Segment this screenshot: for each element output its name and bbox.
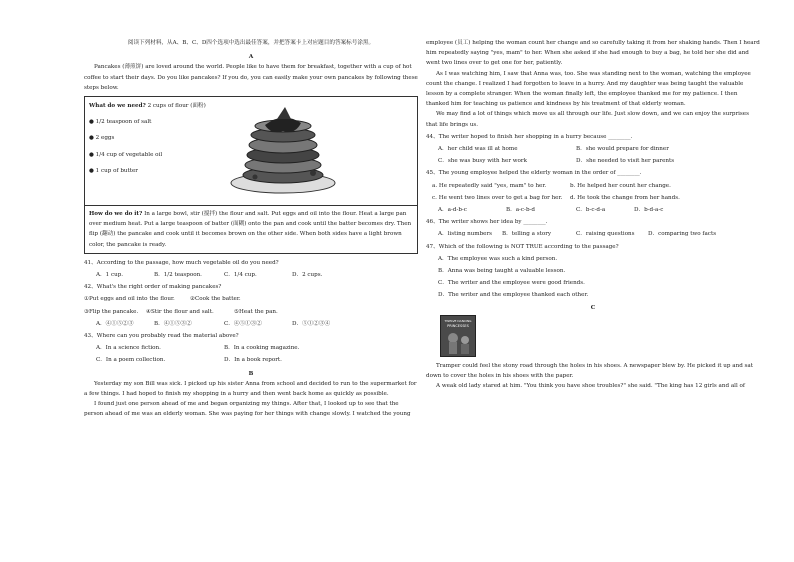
section-b-p2: I found just one person ahead of me and began organizing my things. After that, I looked up to see that the person ahead of me was an elderly woman. She was paying for her things with change slowly. I watched the young	[84, 401, 411, 418]
q44-option-b: B．she would prepare for dinner	[576, 146, 669, 153]
q47-option-d: D．The writer and the employee thanked each other.	[438, 292, 589, 299]
q42-step-1: ①Put eggs and oil into the flour.	[84, 296, 175, 303]
q42-steps-line2	[84, 307, 418, 317]
book-title-line1: TWELVE DANCING	[444, 318, 472, 323]
q45-item-a: a. He repeatedly said "yes, mam" to her.	[432, 182, 547, 189]
ingredient-2-line: ● 2 eggs	[89, 135, 115, 142]
book-cover-image	[440, 315, 476, 357]
q43-option-d: D．In a book report.	[224, 357, 282, 364]
recipe-box	[84, 96, 418, 254]
q46-option-c: C．raising questions	[576, 231, 635, 238]
ingredient-4-line: ● 1 cup of butter	[89, 167, 138, 174]
q43-option-c: C．In a poem collection.	[96, 357, 166, 364]
q43-option-a: A．In a science fiction.	[96, 345, 161, 352]
section-b-letter: B	[248, 370, 254, 377]
q41-option-c: C．1/4 cup.	[224, 272, 257, 279]
ingredient-0: 2 cups of flour (面粉)	[147, 103, 206, 110]
q42-option-c: C．④⑤①③②	[224, 320, 262, 327]
how-text: In a large bowl, stir (搅拌) the flour and salt. Put eggs and oil into the flour. Heat a large pan over medium heat. Put a large teaspoon of batter (面糊) onto the pan and cook until the batter becomes dry. Then flip (翻动) the pancake and cook until it becomes brown on the other side. When both sides have a light brown color, the pancake is ready.	[89, 211, 412, 248]
q42-steps-line1	[84, 294, 418, 304]
q42-step-4: ④Stir the flour and salt.	[146, 308, 214, 315]
q41-options	[84, 270, 418, 280]
section-b-p2-cont: employee (员工) helping the woman count her change and so carefully taking it from her shaking hands. Then I heard him repeatedly saying "yes, mam" to her. When she asked if she had enough to buy a bag, he told her she did and went two lines over to get one for her, patiently.	[426, 40, 760, 67]
q45-items-row2	[426, 193, 760, 203]
question-46: 46、The writer shows her idea by ________.	[426, 219, 548, 226]
book-title-line2: PRINCESSES	[447, 323, 469, 328]
need-question: What do we need?	[89, 103, 146, 110]
question-43: 43、Where can you probably read the material above?	[84, 333, 239, 340]
q42-options	[84, 319, 418, 329]
q44-option-d: D．she needed to visit her parents	[576, 158, 675, 165]
q45-options	[426, 205, 760, 215]
q43-option-b: B．In a cooking magazine.	[224, 345, 300, 352]
q45-items-row1	[426, 181, 760, 191]
q47-option-b: B．Anna was being taught a valuable lesson.	[438, 268, 566, 275]
question-45: 45、The young employee helped the elderly woman in the order of ________.	[426, 170, 642, 177]
section-c-p2: A weak old lady stared at him. "You think you have shoe troubles?" she said. "The king has 12 girls and all of	[436, 383, 745, 390]
ingredient-3-line: ● 1/4 cup of vegetable oil	[89, 151, 163, 158]
how-question: How do we do it?	[89, 211, 143, 218]
ingredient-1-line: ● 1/2 teaspoon of salt	[89, 119, 152, 126]
instructions: 阅读下列材料，从A、B、C、D四个选项中选出最佳答案，并把答案卡上对应题目的答案标号涂黑。	[127, 40, 375, 46]
q42-step-3: ③Flip the pancake.	[84, 308, 139, 315]
section-b-p3: As I was watching him, I saw that Anna was, too. She was standing next to the woman, watching the employee count the change. I realized I had forgotten to leave in a hurry. And my daughter was being taught the valuable lesson by a complete stranger. When the woman finally left, the employee thanked me for my patience. I then thanked him for teaching us patience and kindness by his treatment of that elderly woman.	[426, 70, 751, 108]
section-a-letter: A	[248, 54, 254, 61]
q43-options-row2	[84, 355, 418, 365]
q45-option-c: C．b-c-d-a	[576, 207, 606, 214]
method-panel	[85, 206, 417, 253]
q44-options-row2	[426, 156, 760, 166]
q41-option-d: D．2 cups.	[292, 272, 323, 279]
q45-option-a: A．a-d-b-c	[438, 207, 467, 214]
q42-step-2: ②Cook the batter.	[190, 296, 241, 303]
q41-option-a: A．1 cup.	[96, 272, 124, 279]
q44-option-c: C．she was busy with her work	[438, 158, 527, 165]
q46-options	[426, 229, 760, 239]
section-b-p4: We may find a lot of things which move us all through our life. Just slow down, and we can enjoy the surprises that life brings us.	[426, 111, 749, 128]
q44-options-row1	[426, 144, 760, 154]
q42-option-a: A．④①⑤②③	[96, 320, 134, 327]
question-47: 47、Which of the following is NOT TRUE according to the passage?	[426, 243, 619, 250]
ingredient-3: 1/4 cup of vegetable oil	[95, 151, 163, 158]
right-column	[426, 38, 760, 391]
section-b-p1: Yesterday my son Bill was sick. I picked up his sister Anna from school and decided to run to the supermarket for a few things. I had hoped to finish my shopping in a hurry and then went back home as quickly as possible.	[84, 380, 417, 398]
q46-option-d: D．comparing two facts	[648, 231, 717, 238]
q45-item-c: c. He went two lines over to get a bag for her.	[432, 194, 563, 201]
q45-option-d: D．b-d-a-c	[634, 207, 664, 214]
q42-step-5: ⑤Heat the pan.	[234, 308, 278, 315]
q46-option-a: A．listing numbers	[438, 231, 493, 238]
left-column	[84, 38, 418, 420]
q44-option-a: A．her child was ill at home	[438, 146, 518, 153]
q42-option-d: D．⑤①②③④	[292, 320, 331, 327]
q45-item-b: b. He helped her count her change.	[570, 182, 671, 189]
ingredient-2: 2 eggs	[95, 135, 115, 142]
q47-option-a: A．The employee was such a kind person.	[438, 255, 558, 262]
ingredient-1: 1/2 teaspoon of salt	[95, 119, 152, 126]
section-a-intro: Pancakes (薄煎饼) are loved around the world. People like to have them for breakfast, together with a cup of hot coffee to start their days. Do you like pancakes? If you do, you can easily make your own pancakes by following these steps below.	[84, 64, 418, 91]
q47-option-c: C．The writer and the employee were good friends.	[438, 280, 585, 287]
question-41: 41、According to the passage, how much vegetable oil do you need?	[84, 259, 279, 266]
ingredients-panel	[85, 97, 417, 206]
pancake-stack-illustration	[225, 101, 345, 195]
question-44: 44、The writer hoped to finish her shopping in a hurry because ________.	[426, 133, 633, 140]
q42-option-b: B．④①⑤③②	[154, 320, 192, 327]
section-c-letter: C	[590, 304, 596, 311]
q46-option-b: B．telling a story	[502, 231, 552, 238]
book-cover-art	[441, 316, 475, 356]
question-42: 42、What's the right order of making pancakes?	[84, 284, 222, 291]
section-c-p1: Tramper could feel the stony road through the holes in his shoes. A newspaper blew by. He picked it up and sat down to cover the holes in his shoes with the paper.	[426, 362, 754, 380]
q41-option-b: B．1/2 teaspoon.	[154, 272, 202, 279]
q45-item-d: d. He took the change from her hands.	[570, 194, 680, 201]
ingredient-4: 1 cup of butter	[95, 167, 138, 174]
q45-option-b: B．a-c-b-d	[506, 207, 536, 214]
q43-options-row1	[84, 343, 418, 353]
